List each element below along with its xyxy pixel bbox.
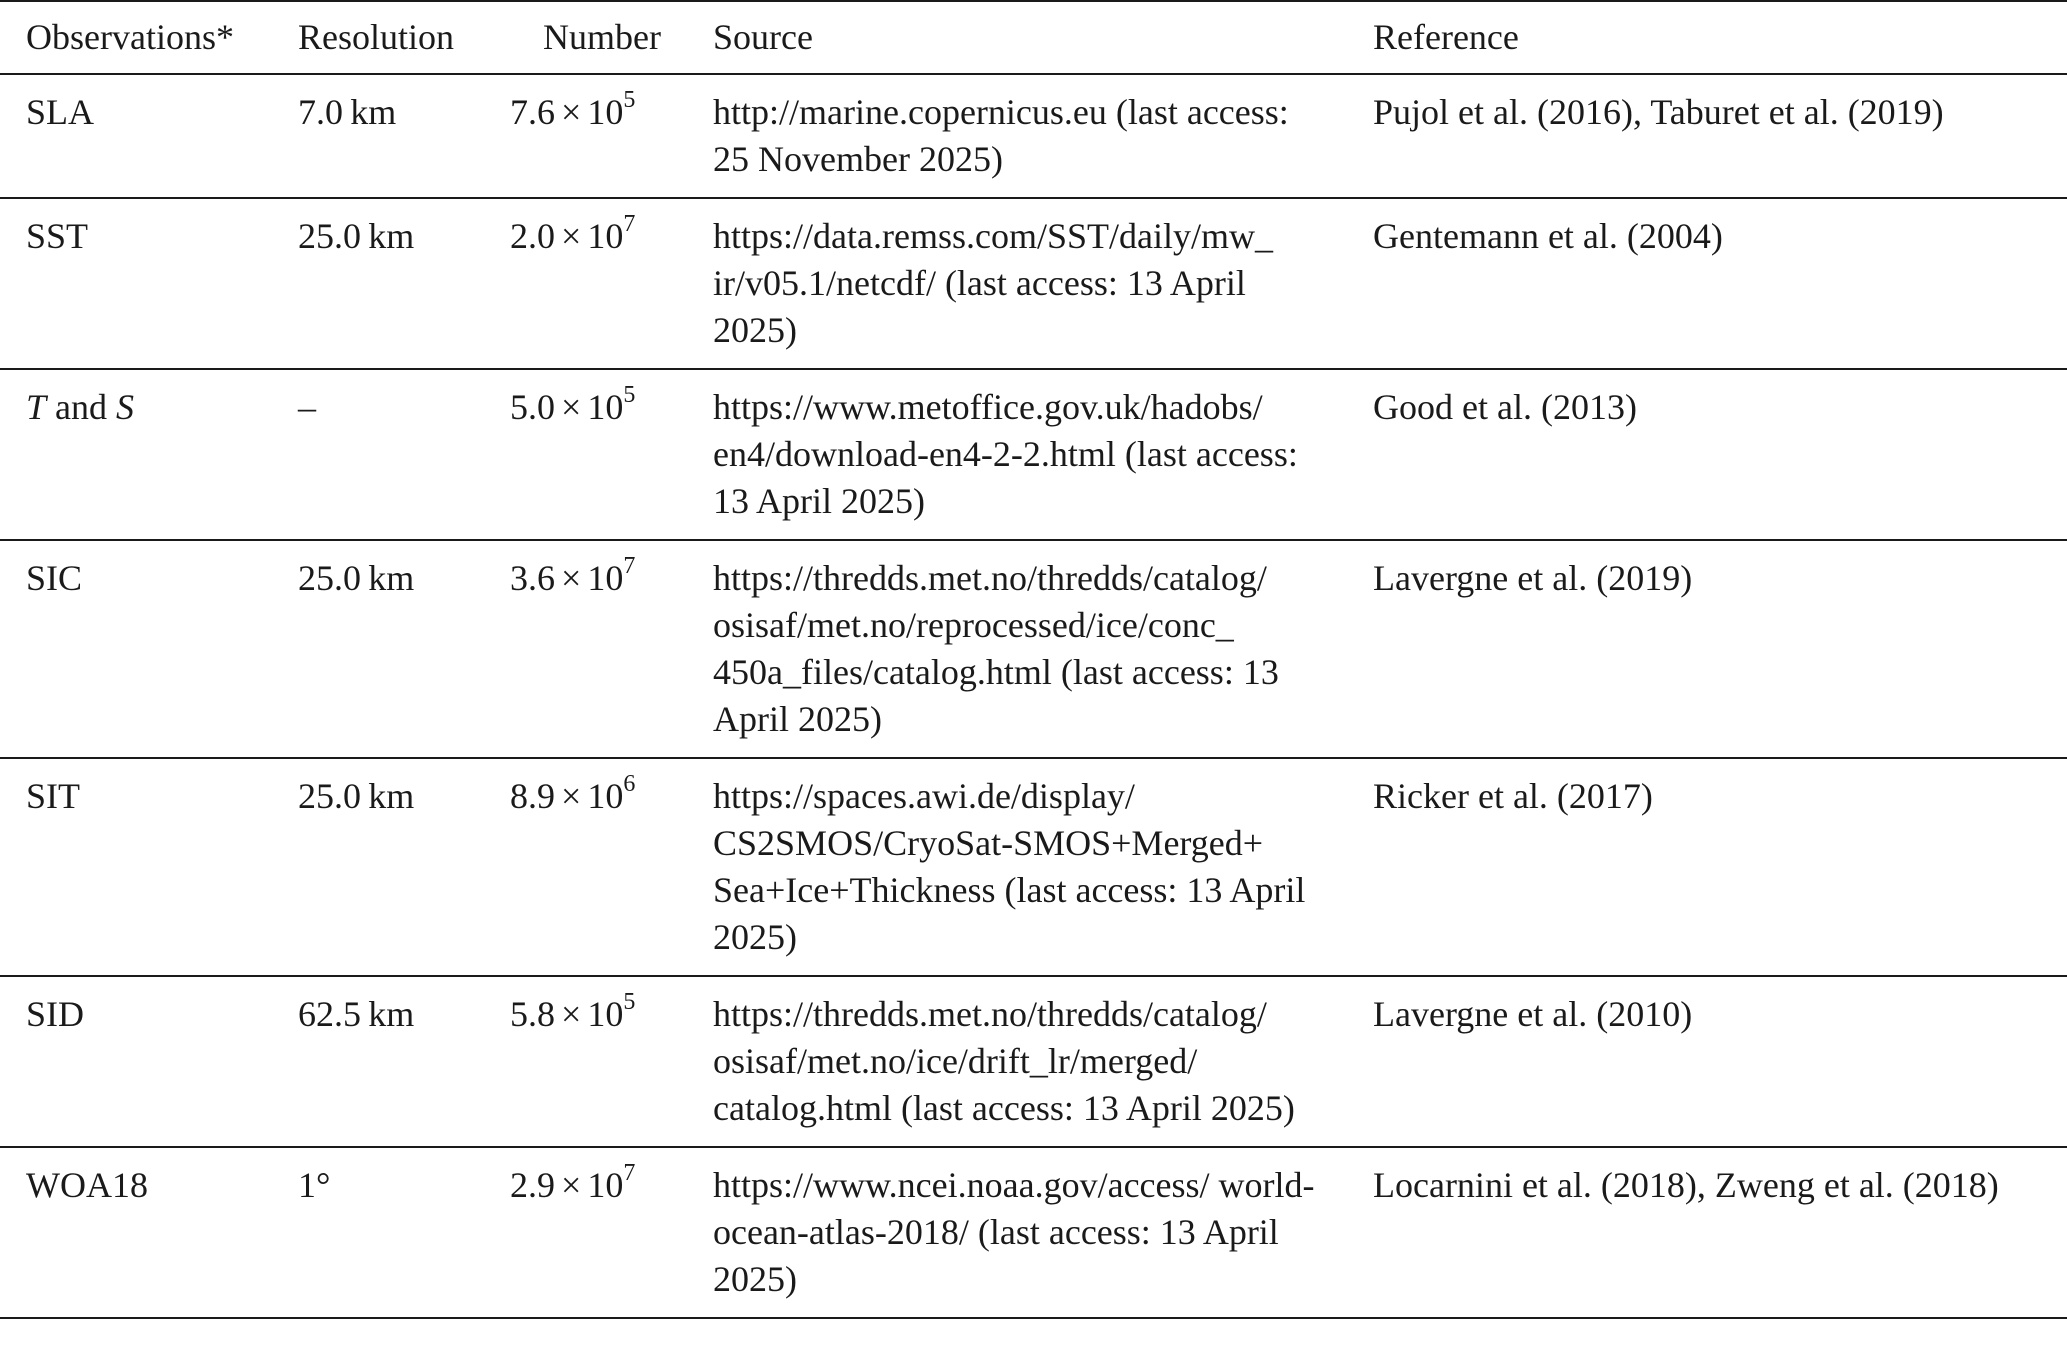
header-source: Source (713, 17, 813, 57)
number-mantissa: 2.9 (510, 1165, 555, 1205)
number-mantissa: 2.0 (510, 216, 555, 256)
table-row (0, 758, 2067, 976)
observation-cell (0, 369, 272, 540)
times-sign: × (561, 776, 582, 816)
times-sign: × (561, 1165, 582, 1205)
resolution-cell: 7.0 km (298, 92, 397, 132)
observation-cell: SST (26, 216, 89, 256)
number-exponent: 5 (623, 87, 636, 113)
header-observations: Observations* (26, 17, 234, 57)
header-number: Number (543, 17, 661, 57)
resolution-cell: 25.0 km (298, 558, 415, 598)
header-row (0, 1, 2067, 74)
source-cell: https://thredds.met.no/thredds/catalog/ osisaf/met.no/ice/drift_lr/merged/ catalog.html (last access: 13 April 2025) (713, 994, 1295, 1128)
number-cell (494, 198, 685, 369)
table-row (0, 74, 2067, 198)
number-cell (494, 1147, 685, 1318)
number-base: 10 (587, 994, 624, 1034)
reference-cell: Lavergne et al. (2010) (1373, 994, 1693, 1034)
number-cell (494, 758, 685, 976)
number-base: 10 (587, 387, 624, 427)
observation-cell: SIT (26, 776, 80, 816)
observation-cell: SLA (26, 92, 95, 132)
observation-cell: SID (26, 994, 85, 1034)
times-sign: × (561, 216, 582, 256)
times-sign: × (561, 387, 582, 427)
resolution-cell: 1° (298, 1165, 331, 1205)
observation-cell: WOA18 (26, 1165, 148, 1205)
resolution-cell: 62.5 km (298, 994, 415, 1034)
number-mantissa: 8.9 (510, 776, 555, 816)
number-exponent: 7 (623, 553, 636, 579)
number-mantissa: 5.0 (510, 387, 555, 427)
table-row (0, 976, 2067, 1147)
number-base: 10 (587, 92, 624, 132)
number-cell (494, 540, 685, 758)
table-row (0, 540, 2067, 758)
resolution-cell: – (298, 387, 316, 427)
reference-cell: Gentemann et al. (2004) (1373, 216, 1723, 256)
number-exponent: 5 (623, 382, 636, 408)
source-cell: https://data.remss.com/SST/daily/mw_ ir/v05.1/netcdf/ (last access: 13 April 2025) (713, 216, 1273, 350)
header-reference: Reference (1373, 17, 1519, 57)
number-exponent: 7 (623, 1160, 636, 1186)
table-body (0, 74, 2067, 1318)
number-cell (494, 369, 685, 540)
number-base: 10 (587, 216, 624, 256)
reference-cell: Pujol et al. (2016), Taburet et al. (2019) (1373, 92, 1944, 132)
source-cell: https://www.ncei.noaa.gov/access/ world-ocean-atlas-2018/ (last access: 13 April 2025) (713, 1165, 1315, 1299)
reference-cell: Ricker et al. (2017) (1373, 776, 1653, 816)
number-mantissa: 5.8 (510, 994, 555, 1034)
observation-t: T (26, 387, 47, 427)
source-cell: https://thredds.met.no/thredds/catalog/ osisaf/met.no/reprocessed/ice/conc_ 450a_files/catalog.html (last access: 13 April 2025) (713, 558, 1279, 739)
times-sign: × (561, 92, 582, 132)
number-cell (494, 976, 685, 1147)
number-mantissa: 7.6 (510, 92, 555, 132)
table-header (0, 1, 2067, 74)
table-row (0, 198, 2067, 369)
table-row (0, 1147, 2067, 1318)
source-cell: https://www.metoffice.gov.uk/hadobs/ en4/download-en4-2-2.html (last access: 13 April 2025) (713, 387, 1298, 521)
observation-cell: SIC (26, 558, 83, 598)
number-exponent: 5 (623, 989, 636, 1015)
reference-cell: Lavergne et al. (2019) (1373, 558, 1693, 598)
number-mantissa: 3.6 (510, 558, 555, 598)
times-sign: × (561, 994, 582, 1034)
number-base: 10 (587, 558, 624, 598)
number-base: 10 (587, 776, 624, 816)
reference-cell: Locarnini et al. (2018), Zweng et al. (2018) (1373, 1165, 1999, 1205)
number-base: 10 (587, 1165, 624, 1205)
times-sign: × (561, 558, 582, 598)
source-cell: http://marine.copernicus.eu (last access: 25 November 2025) (713, 92, 1289, 179)
reference-cell: Good et al. (2013) (1373, 387, 1637, 427)
number-exponent: 6 (623, 771, 636, 797)
source-cell: https://spaces.awi.de/display/ CS2SMOS/CryoSat-SMOS+Merged+ Sea+Ice+Thickness (last access: 13 April 2025) (713, 776, 1306, 957)
number-cell (494, 74, 685, 198)
resolution-cell: 25.0 km (298, 216, 415, 256)
header-resolution: Resolution (298, 17, 455, 57)
number-exponent: 7 (623, 211, 636, 237)
resolution-cell: 25.0 km (298, 776, 415, 816)
observation-and: and (46, 387, 117, 427)
table-row (0, 369, 2067, 540)
observation-s: S (116, 387, 135, 427)
